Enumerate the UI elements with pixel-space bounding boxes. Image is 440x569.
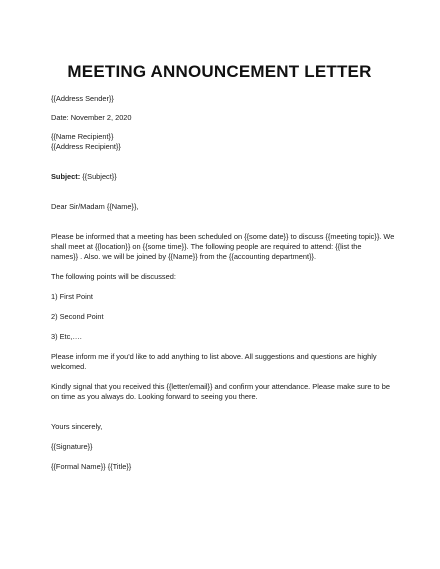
letter-date: Date: November 2, 2020 [51, 113, 132, 122]
paragraph-1-line-1: Please be informed that a meeting has been scheduled on {{some date}} to discuss {{meeting topic}}. We [51, 232, 395, 241]
point-1: 1) First Point [51, 292, 93, 301]
subject-label: Subject: [51, 172, 81, 181]
points-intro: The following points will be discussed: [51, 272, 176, 281]
point-3: 3) Etc,…. [51, 332, 82, 341]
subject-value: {{Subject}} [80, 172, 117, 181]
point-2: 2) Second Point [51, 312, 104, 321]
document-title: MEETING ANNOUNCEMENT LETTER [67, 62, 372, 81]
address-recipient: {{Address Recipient}} [51, 142, 121, 151]
signature-placeholder: {{Signature}} [51, 442, 93, 451]
paragraph-1-line-2: shall meet at {{location}} on {{some time}}. The following people are required to attend: {{list the [51, 242, 362, 251]
name-recipient: {{Name Recipient}} [51, 132, 114, 141]
paragraph-2-line-1: Please inform me if you'd like to add anything to list above. All suggestions and questions are highly [51, 352, 377, 361]
greeting: Dear Sir/Madam {{Name}}, [51, 202, 139, 211]
paragraph-3-line-2: on time as you always do. Looking forward to seeing you there. [51, 392, 258, 401]
paragraph-2-line-2: welcomed. [51, 362, 87, 371]
subject-line [51, 172, 392, 182]
address-sender: {{Address Sender}} [51, 94, 114, 103]
paragraph-3-line-1: Kindly signal that you received this {{letter/email}} and confirm your attendance. Please make sure to be [51, 382, 390, 391]
paragraph-1-line-3: names}} . Also. we will be joined by {{Name}} from the {{accounting department}}. [51, 252, 317, 261]
closing: Yours sincerely, [51, 422, 103, 431]
formal-name-title: {{Formal Name}} {{Title}} [51, 462, 132, 471]
